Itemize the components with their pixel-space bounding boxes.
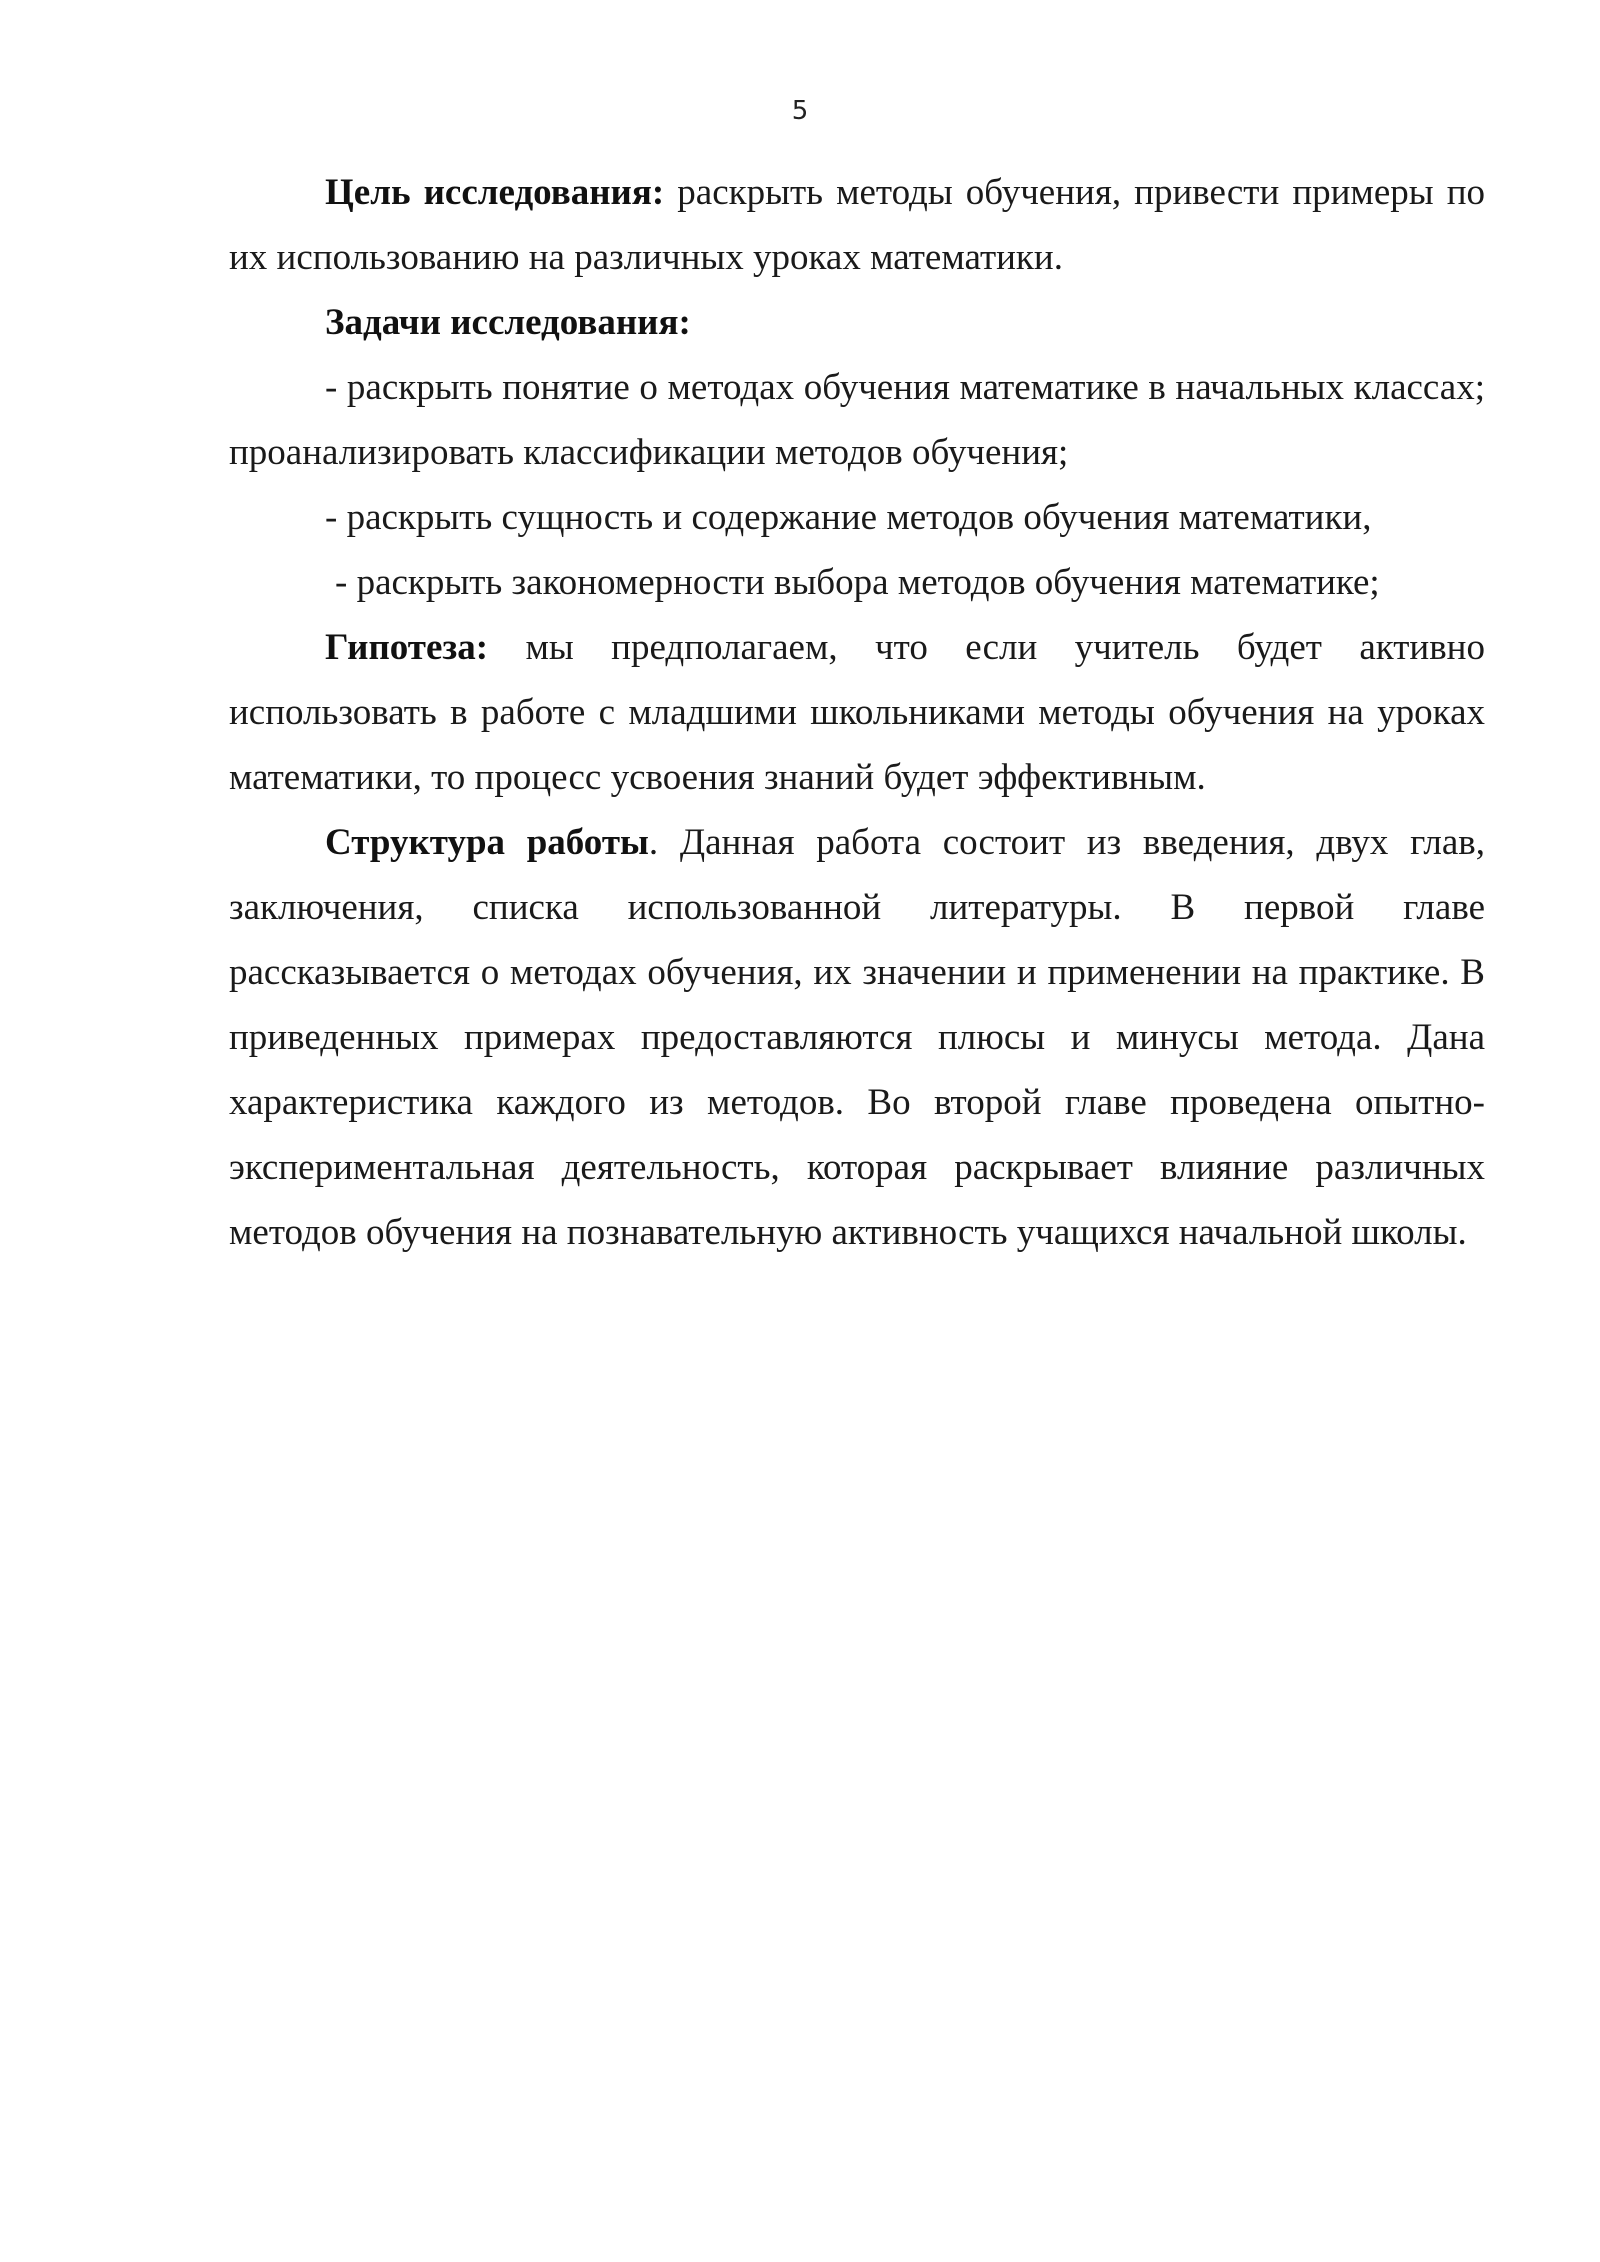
goal-label: Цель исследования: — [325, 172, 665, 213]
page-body — [229, 160, 1485, 1265]
goal-text: раскрыть методы обучения, привести примеры по их использованию на различных уроках математики. — [229, 172, 1486, 278]
tasks-heading: Задачи исследования: — [325, 302, 691, 343]
tasks-heading-paragraph — [229, 290, 1485, 355]
goal-paragraph — [229, 160, 1485, 290]
structure-label: Структура работы — [325, 822, 649, 863]
structure-paragraph — [229, 810, 1485, 1265]
hypothesis-label: Гипотеза: — [325, 627, 489, 668]
page-number: 5 — [791, 96, 809, 126]
task-item-1-text: - раскрыть понятие о методах обучения математике в начальных классах; проанализировать классификации методов обучения; — [229, 367, 1485, 473]
hypothesis-paragraph — [229, 615, 1485, 810]
task-item-2-text: - раскрыть сущность и содержание методов обучения математики, — [325, 497, 1372, 538]
task-item-3 — [229, 550, 1485, 615]
structure-text: . Данная работа состоит из введения, двух глав, заключения, списка использованной литературы. В первой главе рассказывается о методах обучения, их значении и применении на практике. В приведенных примерах предоставляются плюсы и минусы метода. Дана характеристика каждого из методов. Во второй главе проведена опытно-экспериментальная деятельность, которая раскрывает влияние различных методов обучения на познавательную активность учащихся начальной школы. — [229, 822, 1485, 1253]
task-item-1 — [229, 355, 1485, 485]
task-item-2 — [229, 485, 1485, 550]
task-item-3-text: - раскрыть закономерности выбора методов обучения математике; — [335, 562, 1380, 603]
hypothesis-text: мы предполагаем, что если учитель будет активно использовать в работе с младшими школьниками методы обучения на уроках математики, то процесс усвоения знаний будет эффективным. — [229, 627, 1485, 798]
